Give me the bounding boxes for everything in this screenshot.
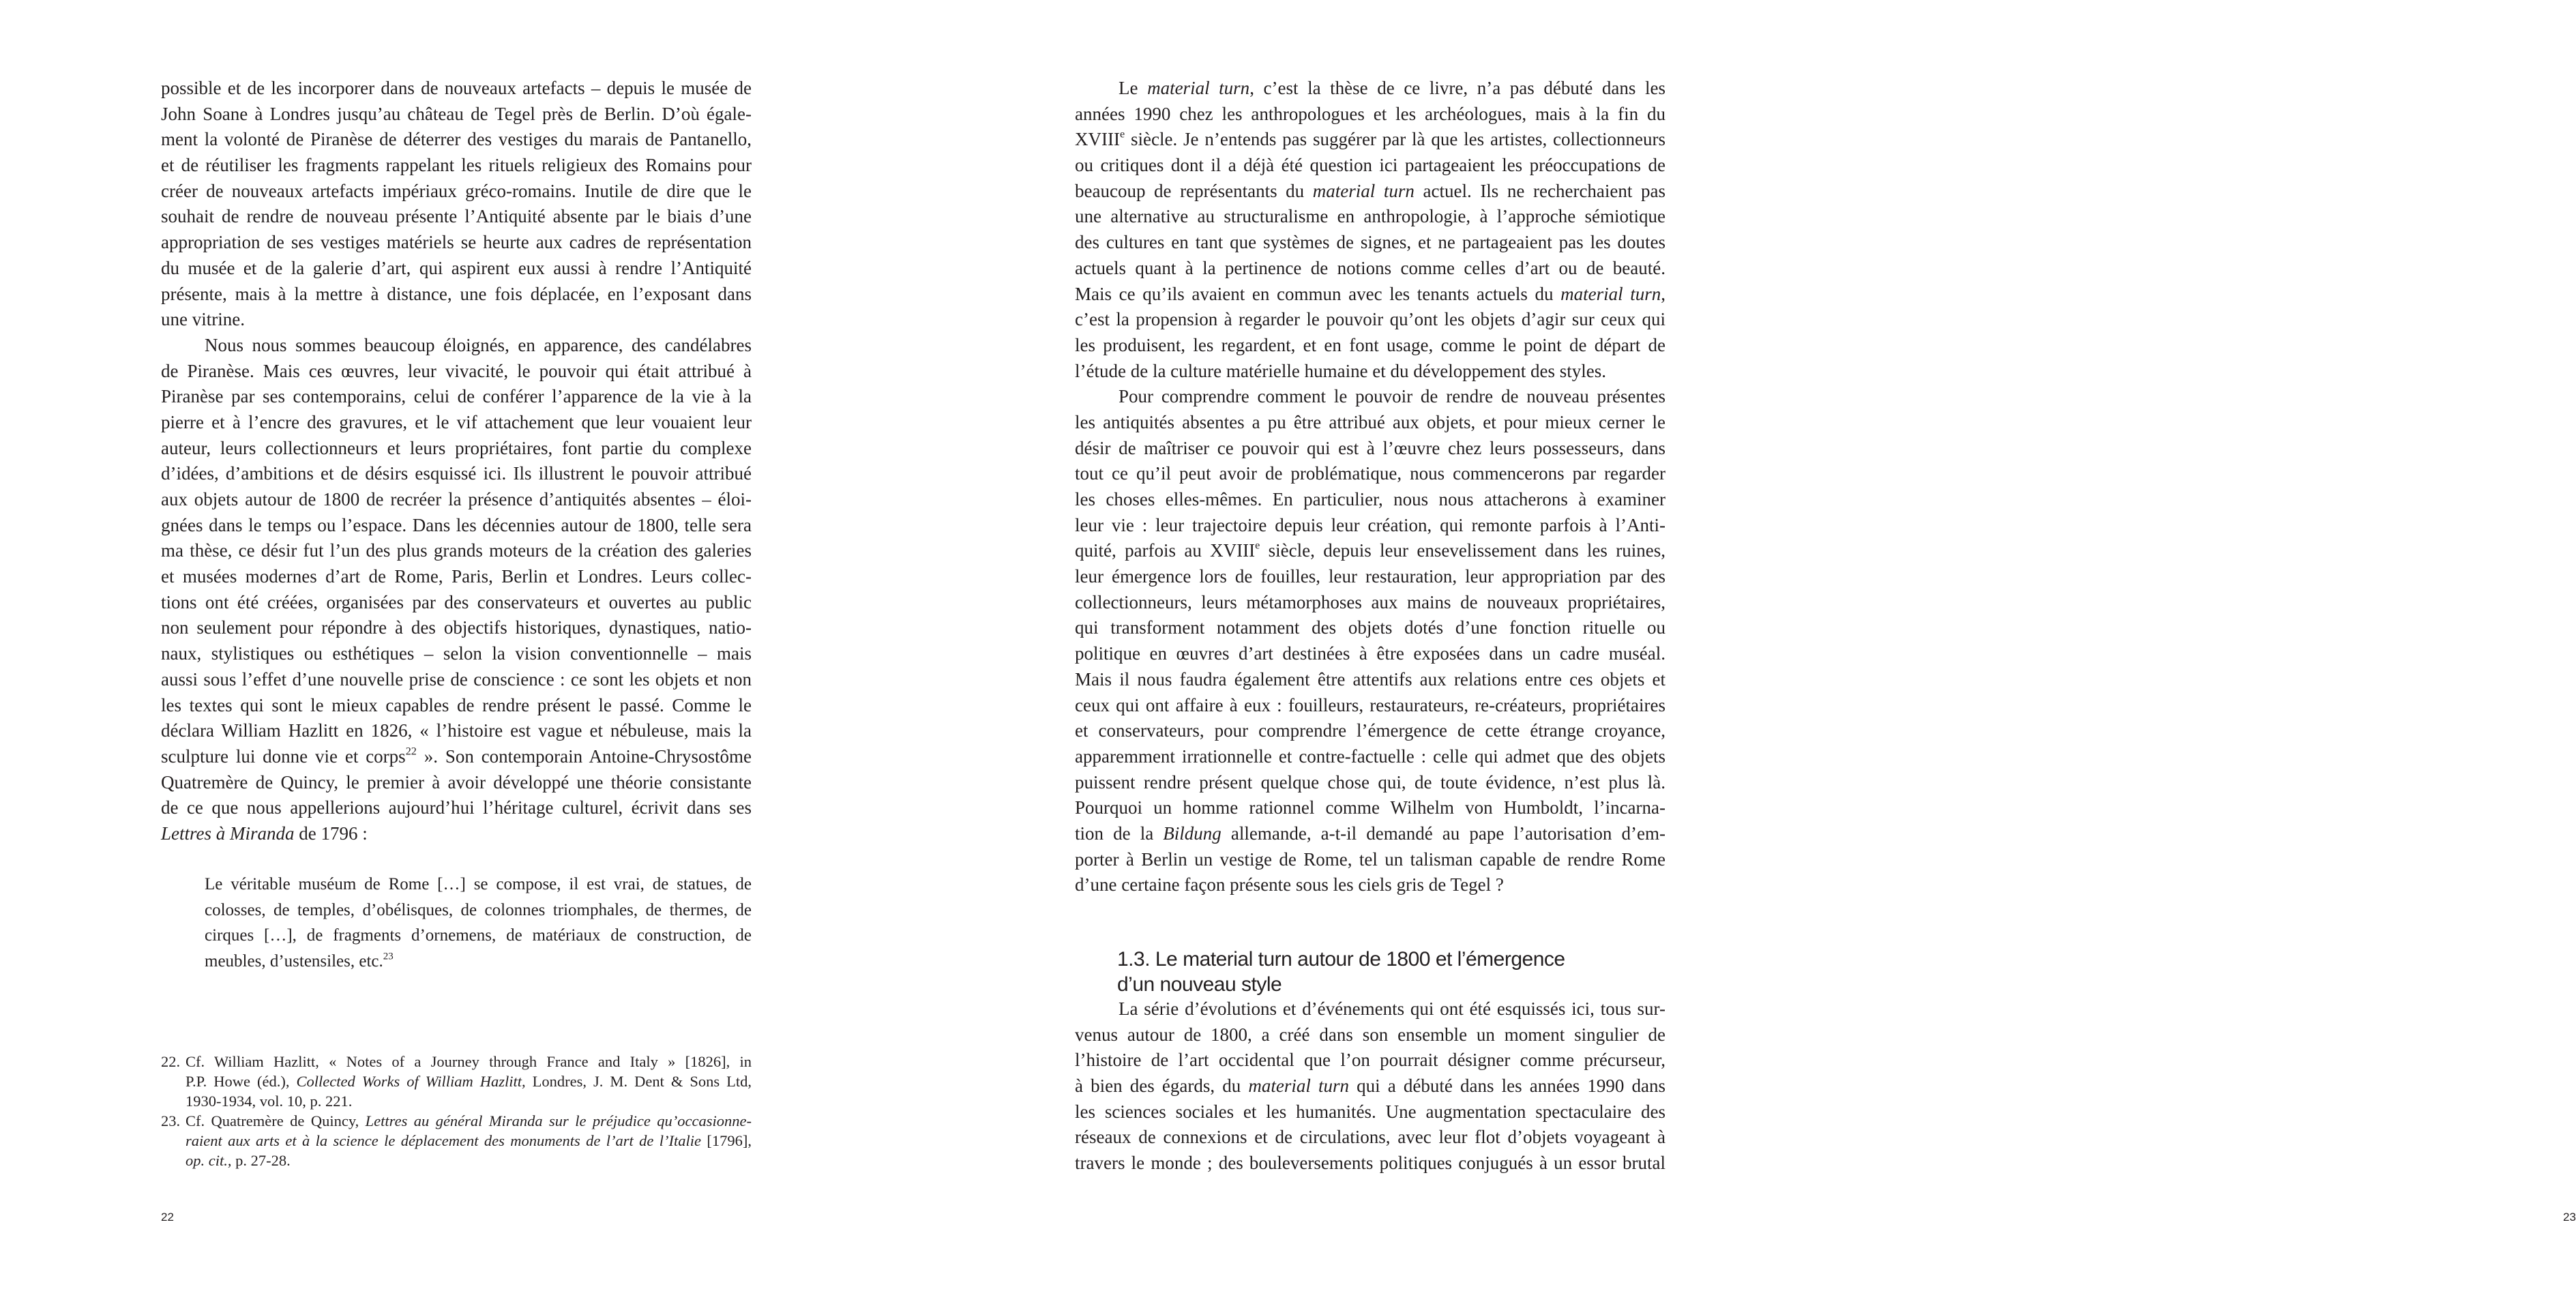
text-line xyxy=(186,1052,752,1071)
text-run: sculpture lui donne vie et corps xyxy=(161,745,406,767)
text-line xyxy=(1075,847,1665,873)
text-run: tion de la xyxy=(1075,823,1164,844)
superscript: e xyxy=(1255,539,1260,552)
text-run: Le xyxy=(1119,78,1148,98)
text-line: tions ont été créées, organisées par des conservateurs et ouvertes au public xyxy=(161,591,752,612)
text-run: qui a débuté dans les années 1990 dans xyxy=(1349,1076,1665,1097)
text-line xyxy=(186,1091,752,1111)
text-line xyxy=(161,821,752,847)
text-line xyxy=(1075,667,1665,693)
text-line: John Soane à Londres jusqu’au château de Tegel près de Berlin. D’où égale- xyxy=(161,103,752,124)
right-page xyxy=(913,0,2576,1289)
text-line xyxy=(1075,1048,1665,1073)
text-run: 1930-1934, vol. 10, p. 221. xyxy=(186,1093,353,1110)
text-line: colosses, de temples, d’obélisques, de colonnes triomphales, de thermes, de xyxy=(205,900,752,919)
footnote xyxy=(161,1052,752,1111)
text-run: P.P. Howe (éd.), xyxy=(186,1073,297,1090)
text-line: du musée et de la galerie d’art, qui aspirent eux aussi à rendre l’Antiquité xyxy=(161,257,752,278)
text-line: non seulement pour répondre à des objectifs historiques, dynastiques, natio- xyxy=(161,617,752,638)
text-line xyxy=(1075,282,1665,308)
text-run: travers le monde ; des bouleversements politiques conjugués à un essor brutal xyxy=(1075,1153,1665,1174)
text-line xyxy=(186,1131,752,1151)
footnotes xyxy=(161,1052,752,1170)
text-run: apparemment irrationnelle et contre-factuelle : celle qui admet que des objets xyxy=(1075,745,1665,767)
text-run: l’histoire de l’art occidental que l’on pourrait désigner comme précurseur, xyxy=(1075,1050,1665,1071)
superscript: e xyxy=(1119,128,1125,141)
text-run: ceux qui ont affaire à eux : fouilleurs, restaurateurs, re-créateurs, propriétaires xyxy=(1075,694,1665,715)
text-line: possible et de les incorporer dans de nouveaux artefacts – depuis le musée de xyxy=(161,78,752,98)
text-run: à bien des égards, du xyxy=(1075,1076,1249,1097)
paragraph xyxy=(1075,76,1665,384)
paragraph xyxy=(161,76,752,333)
page-number: 22 xyxy=(161,1211,174,1224)
text-line xyxy=(1075,564,1665,590)
text-run: une alternative au structuralisme en anthropologie, à l’approche sémiotique xyxy=(1075,206,1665,227)
italic-text: raient aux arts et à la science le déplacement des monuments de l’art de l’Italie xyxy=(186,1132,701,1149)
italic-text: material turn xyxy=(1147,78,1250,98)
text-line xyxy=(1075,996,1665,1022)
text-line: Nous nous sommes beaucoup éloignés, en apparence, des candélabres xyxy=(205,334,752,355)
text-line xyxy=(186,1151,752,1170)
italic-text: Bildung xyxy=(1163,823,1222,844)
text-run: Cf. William Hazlitt, « Notes of a Journey through France and Italy » [1826], in xyxy=(186,1053,752,1070)
left-page xyxy=(0,0,913,1289)
text-run: leur vie : leur trajectoire depuis leur création, qui remonte parfois à l’Anti- xyxy=(1075,514,1665,535)
text-line xyxy=(161,744,752,770)
italic-text: Lettres au général Miranda sur le préjudice qu’occasionne- xyxy=(365,1112,752,1129)
text-run: leur émergence lors de fouilles, leur restauration, leur appropriation par des xyxy=(1075,566,1665,587)
text-run: Mais ce qu’ils avaient en commun avec les tenants actuels du xyxy=(1075,283,1561,304)
text-line xyxy=(1075,384,1665,410)
text-run: tout ce qu’il peut avoir de problématique, nous commencerons par regarder xyxy=(1075,463,1665,484)
page-number: 23 xyxy=(2563,1211,2576,1224)
text-run: ou critiques dont il a déjà été question ici partageaient les préoccupations de xyxy=(1075,155,1665,176)
right-body-text xyxy=(1075,76,1665,898)
text-run: actuels quant à la pertinence de notions comme celles d’art ou de beauté. xyxy=(1075,257,1665,278)
section-heading-line: 1.3. Le material turn autour de 1800 et l’émergence xyxy=(1117,948,1565,971)
right-body-text-continued xyxy=(1075,996,1665,1176)
text-line xyxy=(1075,487,1665,513)
text-run: Pourquoi un homme rationnel comme Wilhelm von Humboldt, l’incarna- xyxy=(1075,797,1665,818)
text-line: Quatremère de Quincy, le premier à avoir développé une théorie consistante xyxy=(161,771,752,792)
text-run: les antiquités absentes a pu être attribué aux objets, et pour mieux cerner le xyxy=(1075,411,1665,432)
text-run: meubles, d’ustensiles, etc. xyxy=(205,951,383,971)
text-line xyxy=(1075,461,1665,487)
text-line: Piranèse par ses contemporains, celui de conférer l’apparence de la vie à la xyxy=(161,386,752,407)
text-line: d’idées, d’ambitions et de désirs esquissé ici. Ils illustrent le pouvoir attribué xyxy=(161,463,752,484)
text-run: Mais il nous faudra également être attentifs aux relations entre ces objets et xyxy=(1075,668,1665,690)
section-heading-line: d’un nouveau style xyxy=(1117,973,1282,996)
text-run: ». Son contemporain Antoine-Chrysostôme xyxy=(416,745,752,767)
text-run: , p. 27-28. xyxy=(227,1152,291,1169)
text-line: auteur, leurs collectionneurs et leurs propriétaires, font partie du complexe xyxy=(161,437,752,458)
text-run: , Londres, J. M. Dent & Sons Ltd, xyxy=(522,1073,752,1090)
text-run: les produisent, les regardent, et en font usage, comme le point de départ de xyxy=(1075,334,1665,355)
left-body-text xyxy=(161,76,752,847)
paragraph xyxy=(161,333,752,847)
text-line: gnées dans le temps ou l’espace. Dans les décennies autour de 1800, telle sera xyxy=(161,514,752,535)
text-line: une vitrine. xyxy=(161,309,245,330)
text-line xyxy=(1075,153,1665,179)
text-line: ment la volonté de Piranèse de déterrer des vestiges du marais de Pantanello, xyxy=(161,129,752,150)
text-run: l’étude de la culture matérielle humaine et du développement des styles. xyxy=(1075,360,1606,381)
text-run: collectionneurs, leurs métamorphoses aux mains de nouveaux propriétaires, xyxy=(1075,591,1665,612)
text-line: Le véritable muséum de Rome […] se compose, il est vrai, de statues, de xyxy=(205,875,752,893)
text-run: Pour comprendre comment le pouvoir de rendre de nouveau présentes xyxy=(1119,386,1665,407)
text-line xyxy=(1075,410,1665,436)
text-line xyxy=(1075,821,1665,847)
text-line xyxy=(1075,333,1665,359)
text-line xyxy=(1075,744,1665,770)
italic-text: Collected Works of William Hazlitt xyxy=(296,1073,522,1090)
text-line xyxy=(1075,179,1665,205)
text-line xyxy=(1075,1099,1665,1125)
text-line xyxy=(205,949,752,975)
text-run: , c’est la thèse de ce livre, n’a pas débuté dans les xyxy=(1249,78,1665,98)
text-run: d’une certaine façon présente sous les ciels gris de Tegel ? xyxy=(1075,874,1504,895)
text-line xyxy=(1075,256,1665,282)
italic-text: material turn xyxy=(1248,1076,1349,1097)
text-line: aux objets autour de 1800 de recréer la présence d’antiquités absentes – éloi- xyxy=(161,489,752,509)
text-run: années 1990 chez les anthropologues et les archéologues, mais à la fin du xyxy=(1075,103,1665,124)
section-heading xyxy=(1117,947,1565,997)
text-run: [1796], xyxy=(700,1132,752,1149)
text-run: beaucoup de représentants du xyxy=(1075,180,1313,201)
text-run: quité, parfois au XVIII xyxy=(1075,540,1256,561)
text-line: les textes qui sont le mieux capables de rendre présent le passé. Comme le xyxy=(161,694,752,715)
text-run: les sciences sociales et les humanités. Une augmentation spectaculaire des xyxy=(1075,1101,1665,1122)
text-line xyxy=(1075,513,1665,539)
text-line xyxy=(1075,127,1665,153)
text-run: les choses elles-mêmes. En particulier, nous nous attacherons à examiner xyxy=(1075,489,1665,509)
superscript: 23 xyxy=(383,951,394,962)
text-line: pierre et à l’encre des gravures, et le vif attachement que leur vouaient leur xyxy=(161,411,752,432)
text-run: siècle. Je n’entends pas suggérer par là que les artistes, collectionneurs xyxy=(1125,129,1665,150)
text-line: naux, stylistiques ou esthétiques – selon la vision conventionnelle – mais xyxy=(161,643,752,664)
text-line xyxy=(1075,795,1665,821)
text-run: La série d’évolutions et d’événements qui ont été esquissés ici, tous sur- xyxy=(1119,998,1665,1019)
text-line xyxy=(1075,76,1665,102)
text-run: qui transforment notamment des objets dotés d’une fonction rituelle ou xyxy=(1075,617,1665,638)
text-line xyxy=(1075,230,1665,256)
text-run: et conservateurs, pour comprendre l’émergence de cette étrange croyance, xyxy=(1075,720,1665,741)
text-line xyxy=(1075,872,1665,898)
text-run: siècle, depuis leur ensevelissement dans les ruines, xyxy=(1260,540,1665,561)
text-line xyxy=(1075,102,1665,128)
footnote xyxy=(161,1111,752,1170)
footnote-number: 23. xyxy=(161,1112,181,1129)
text-run: désir de maîtriser ce pouvoir qui est à l’œuvre chez leurs possesseurs, dans xyxy=(1075,437,1665,458)
text-line: de Piranèse. Mais ces œuvres, leur vivacité, le pouvoir qui était attribué à xyxy=(161,360,752,381)
text-line xyxy=(1075,538,1665,564)
text-line xyxy=(1075,1151,1665,1176)
italic-text: op. cit. xyxy=(186,1152,228,1169)
text-run: XVIII xyxy=(1075,129,1120,150)
text-run: actuel. Ils ne recherchaient pas xyxy=(1414,180,1665,201)
text-run: c’est la propension à regarder le pouvoir qu’ont les objets d’agir sur ceux qui xyxy=(1075,309,1665,330)
text-line xyxy=(1075,436,1665,462)
text-line xyxy=(1075,590,1665,616)
text-line: souhait de rendre de nouveau présente l’Antiquité absente par le biais d’une xyxy=(161,206,752,227)
paragraph xyxy=(1075,384,1665,898)
italic-text: material turn xyxy=(1312,180,1415,201)
text-line xyxy=(1075,693,1665,719)
text-run: des cultures en tant que systèmes de signes, et ne partageaient pas les doutes xyxy=(1075,232,1665,253)
text-run: réseaux de connexions et de circulations, avec leur flot d’objets voyageant à xyxy=(1075,1127,1665,1148)
text-run: politique en œuvres d’art destinées à être exposées dans un cadre muséal. xyxy=(1075,643,1665,664)
italic-text: material turn xyxy=(1560,283,1661,304)
text-line xyxy=(186,1111,752,1131)
text-line: cirques […], de fragments d’ornemens, de matériaux de construction, de xyxy=(205,926,752,945)
text-line xyxy=(1075,718,1665,744)
text-line: présente, mais à la mettre à distance, une fois déplacée, en l’exposant dans xyxy=(161,283,752,304)
text-line: appropriation de ses vestiges matériels se heurte aux cadres de représentation xyxy=(161,232,752,253)
text-line xyxy=(1075,307,1665,333)
text-line xyxy=(1075,641,1665,667)
text-line xyxy=(1075,770,1665,796)
text-run: venus autour de 1800, a créé dans son ensemble un moment singulier de xyxy=(1075,1024,1665,1045)
text-line: ma thèse, ce désir fut l’un des plus grands moteurs de la création des galeries xyxy=(161,540,752,561)
text-run: allemande, a-t-il demandé au pape l’autorisation d’em- xyxy=(1221,823,1665,844)
text-line: déclara William Hazlitt en 1826, « l’histoire est vague et nébuleuse, mais la xyxy=(161,720,752,741)
text-line: créer de nouveaux artefacts impériaux gréco-romains. Inutile de dire que le xyxy=(161,180,752,201)
text-line: de ce que nous appellerions aujourd’hui l’héritage culturel, écrivit dans ses xyxy=(161,797,752,818)
text-line: et de réutiliser les fragments rappelant les rituels religieux des Romains pour xyxy=(161,155,752,176)
footnote-number: 22. xyxy=(161,1053,181,1070)
text-line xyxy=(1075,204,1665,230)
text-run: de 1796 : xyxy=(294,823,368,844)
text-run: Cf. Quatremère de Quincy, xyxy=(186,1112,366,1129)
text-run: porter à Berlin un vestige de Rome, tel un talisman capable de rendre Rome xyxy=(1075,848,1665,870)
text-line xyxy=(1075,1022,1665,1048)
text-run: puissent rendre présent quelque chose qui, de toute évidence, n’est plus là. xyxy=(1075,771,1665,792)
superscript: 22 xyxy=(405,745,417,758)
text-line xyxy=(1075,1073,1665,1099)
italic-text: Lettres à Miranda xyxy=(161,823,295,844)
text-line xyxy=(1075,615,1665,641)
blockquote xyxy=(205,872,752,974)
text-line xyxy=(1075,359,1665,385)
text-run: , xyxy=(1661,283,1665,304)
text-line xyxy=(1075,1125,1665,1151)
paragraph xyxy=(1075,996,1665,1176)
text-line xyxy=(186,1071,752,1091)
text-line: et musées modernes d’art de Rome, Paris, Berlin et Londres. Leurs collec- xyxy=(161,566,752,587)
text-line: aussi sous l’effet d’une nouvelle prise de conscience : ce sont les objets et non xyxy=(161,668,752,690)
